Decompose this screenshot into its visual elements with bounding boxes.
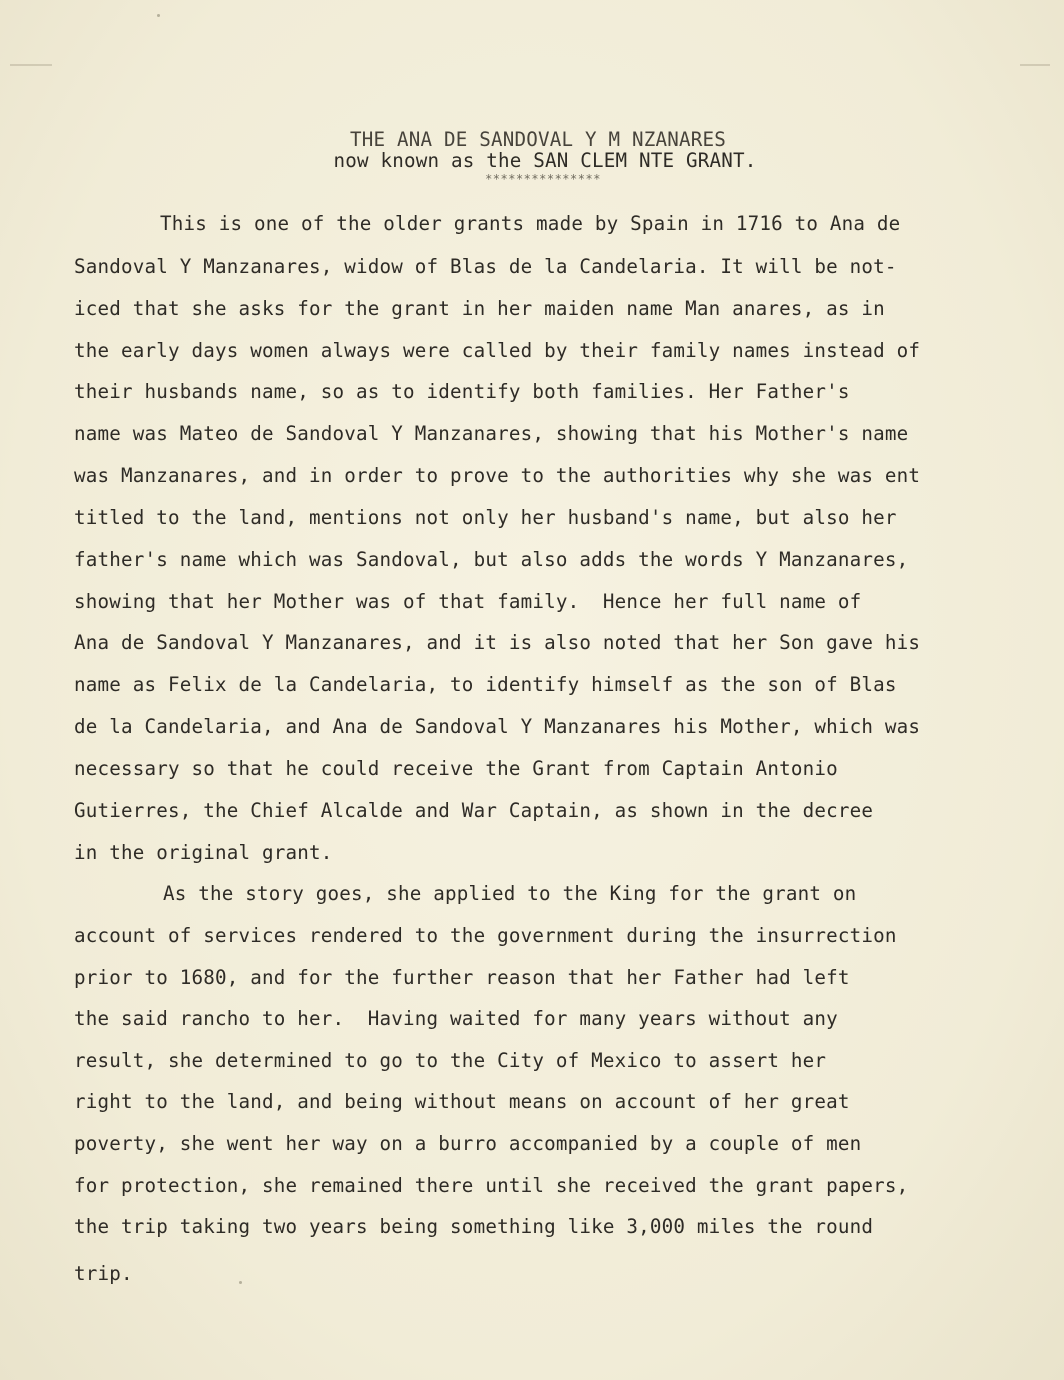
body-line: This is one of the older grants made by Spain in 1716 to Ana de [160, 212, 901, 235]
title-ornament: *************** [485, 172, 601, 186]
body-line: the said rancho to her. Having waited for many years without any [74, 1007, 838, 1030]
body-line: was Manzanares, and in order to prove to the authorities why she was ent [74, 464, 921, 487]
document-title: THE ANA DE SANDOVAL Y M NZANARES [349, 128, 727, 151]
body-line: poverty, she went her way on a burro accompanied by a couple of men [74, 1132, 862, 1155]
body-line: As the story goes, she applied to the King for the grant on [163, 882, 857, 905]
body-line: the trip taking two years being something like 3,000 miles the round [74, 1215, 874, 1238]
body-line: iced that she asks for the grant in her maiden name Man anares, as in [74, 297, 885, 320]
body-line: Gutierres, the Chief Alcalde and War Captain, as shown in the decree [74, 799, 874, 822]
body-line: father's name which was Sandoval, but also adds the words Y Manzanares, [74, 548, 909, 571]
body-line: name as Felix de la Candelaria, to identify himself as the son of Blas [74, 673, 897, 696]
body-line: showing that her Mother was of that family. Hence her full name of [74, 590, 862, 613]
document-subtitle: now known as the SAN CLEM NTE GRANT. [333, 149, 757, 172]
body-line: prior to 1680, and for the further reason that her Father had left [74, 966, 850, 989]
body-line: titled to the land, mentions not only her husband's name, but also her [74, 506, 897, 529]
body-line: Sandoval Y Manzanares, widow of Blas de la Candelaria. It will be not- [74, 255, 897, 278]
paper-speck [157, 14, 160, 17]
body-line: in the original grant. [74, 841, 333, 864]
body-line: Ana de Sandoval Y Manzanares, and it is also noted that her Son gave his [74, 631, 921, 654]
body-line: necessary so that he could receive the Grant from Captain Antonio [74, 757, 838, 780]
paper-speck [239, 1281, 242, 1284]
body-line: name was Mateo de Sandoval Y Manzanares, showing that his Mother's name [74, 422, 909, 445]
page-edge-mark [1020, 64, 1050, 66]
body-line: right to the land, and being without means on account of her great [74, 1090, 850, 1113]
body-line: for protection, she remained there until she received the grant papers, [74, 1174, 909, 1197]
body-line: the early days women always were called by their family names instead of [74, 339, 921, 362]
page-edge-mark [10, 64, 52, 66]
body-line: their husbands name, so as to identify both families. Her Father's [74, 380, 850, 403]
body-line: result, she determined to go to the City of Mexico to assert her [74, 1049, 827, 1072]
body-line: de la Candelaria, and Ana de Sandoval Y Manzanares his Mother, which was [74, 715, 921, 738]
body-line: account of services rendered to the government during the insurrection [74, 924, 897, 947]
body-line: trip. [74, 1262, 133, 1285]
